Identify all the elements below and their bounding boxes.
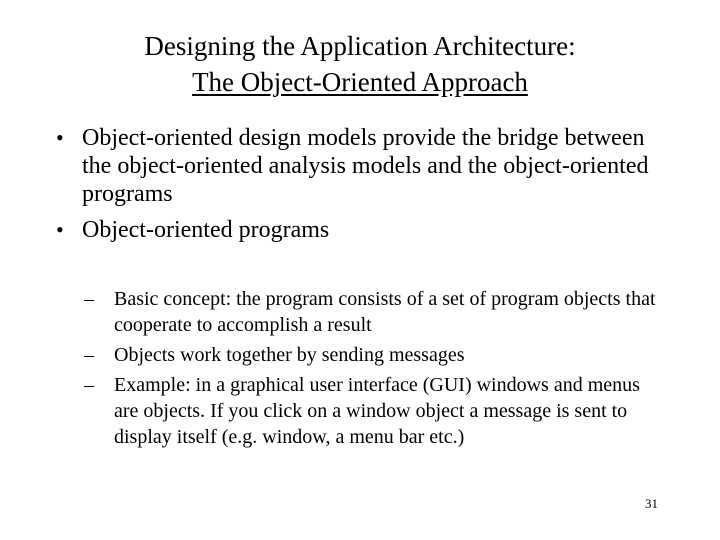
bullet-text: Object-oriented design models provide the bridge between the object-oriented analysis models and the object-oriented programs	[82, 125, 649, 207]
bullet-text: Object-oriented programs	[82, 217, 330, 243]
sub-bullet-marker: –	[84, 374, 94, 396]
title-line-1: Designing the Application Architecture:	[144, 31, 576, 61]
page-number: 31	[645, 496, 658, 511]
sub-bullet-text: Basic concept: the program consists of a set of program objects that cooperate to accomplish a result	[114, 288, 656, 336]
title-line-2: The Object-Oriented Approach	[192, 67, 528, 97]
sub-bullet-text: Example: in a graphical user interface (GUI) windows and menus are objects. If you click on a window object a message is sent to display itself (e.g. window, a menu bar etc.)	[114, 374, 640, 448]
slide-title	[60, 28, 660, 100]
sub-bullet-item	[56, 372, 666, 450]
sub-bullet-item	[56, 286, 666, 338]
bullet-list	[56, 124, 666, 252]
bullet-marker: •	[56, 125, 64, 150]
sub-bullet-text: Objects work together by sending messages	[114, 344, 465, 366]
sub-bullet-marker: –	[84, 344, 94, 366]
bullet-item	[56, 124, 666, 208]
sub-bullet-marker: –	[84, 288, 94, 310]
bullet-item	[56, 216, 666, 244]
sub-bullet-list	[56, 286, 666, 454]
sub-bullet-item	[56, 342, 666, 368]
bullet-marker: •	[56, 217, 64, 242]
